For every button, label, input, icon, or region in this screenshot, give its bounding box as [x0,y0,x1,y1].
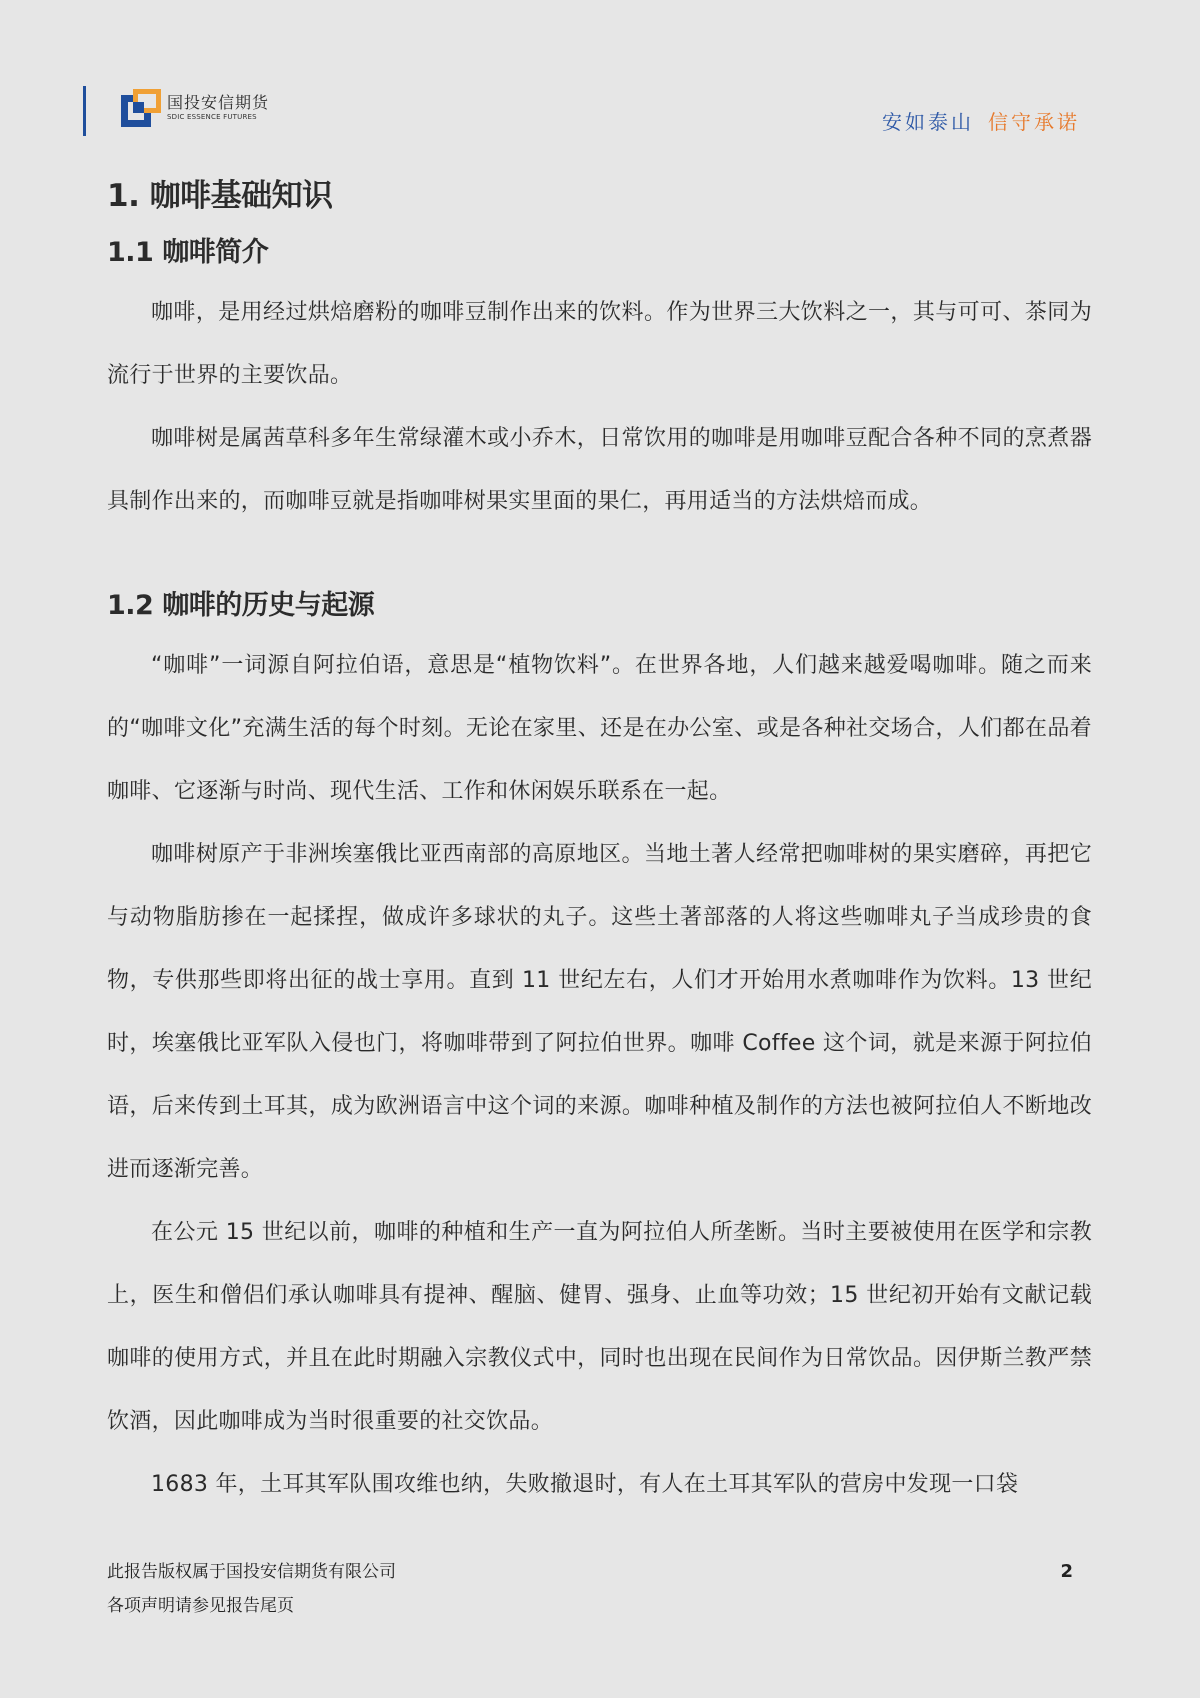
paragraph: 1683 年，土耳其军队围攻维也纳，失败撤退时，有人在土耳其军队的营房中发现一口袋 [151,1472,1019,1497]
slogan-part-1: 安如泰山 [882,110,974,134]
page-number: 2 [1060,1561,1073,1582]
paragraph: 咖啡树是属茜草科多年生常绿灌木或小乔木，日常饮用的咖啡是用咖啡豆配合各种不同的烹煮器具制作出来的，而咖啡豆就是指咖啡树果实里面的果仁，再用适当的方法烘焙而成。 [107,426,1092,514]
footer-disclaimer [107,1555,396,1623]
footer-statement-note: 各项声明请参见报告尾页 [107,1596,294,1616]
paragraph: “咖啡”一词源自阿拉伯语，意思是“植物饮料”。在世界各地，人们越来越爱喝咖啡。随之而来的“咖啡文化”充满生活的每个时刻。无论在家里、还是在办公室、或是各种社交场合，人们都在品着咖啡、它逐渐与时尚、现代生活、工作和休闲娱乐联系在一起。 [107,653,1092,804]
subsection-title-intro: 1.1 咖啡简介 [107,237,269,268]
logo-mark-icon [121,89,161,127]
report-body [107,172,1092,1516]
paragraph: 咖啡，是用经过烘焙磨粉的咖啡豆制作出来的饮料。作为世界三大饮料之一，其与可可、茶同为流行于世界的主要饮品。 [107,300,1092,388]
footer-copyright: 此报告版权属于国投安信期货有限公司 [107,1562,396,1582]
paragraph: 在公元 15 世纪以前，咖啡的种植和生产一直为阿拉伯人所垄断。当时主要被使用在医学和宗教上，医生和僧侣们承认咖啡具有提神、醒脑、健胃、强身、止血等功效；15 世纪初开始有文献记载咖啡的使用方式，并且在此时期融入宗教仪式中，同时也出现在民间作为日常饮品。因伊斯兰教严禁饮酒，因此咖啡成为当时很重要的社交饮品。 [107,1220,1092,1434]
header-accent-bar [83,86,86,136]
slogan-part-2: 信守承诺 [988,110,1080,134]
company-logo [121,89,269,127]
logo-english-name: SDIC ESSENCE FUTURES [167,113,257,121]
section-title: 1. 咖啡基础知识 [107,178,333,214]
logo-chinese-name: 国投安信期货 [167,93,270,112]
header-slogan [882,106,1080,135]
subsection-title-history: 1.2 咖啡的历史与起源 [107,590,375,621]
paragraph: 咖啡树原产于非洲埃塞俄比亚西南部的高原地区。当地土著人经常把咖啡树的果实磨碎，再把它与动物脂肪掺在一起揉捏，做成许多球状的丸子。这些土著部落的人将这些咖啡丸子当成珍贵的食物，专供那些即将出征的战士享用。直到 11 世纪左右，人们才开始用水煮咖啡作为饮料。13 世纪时，埃塞俄比亚军队入侵也门，将咖啡带到了阿拉伯世界。咖啡 Coffee 这个词，就是来源于阿拉伯语，后来传到土耳其，成为欧洲语言中这个词的来源。咖啡种植及制作的方法也被阿拉伯人不断地改进而逐渐完善。 [107,842,1092,1182]
